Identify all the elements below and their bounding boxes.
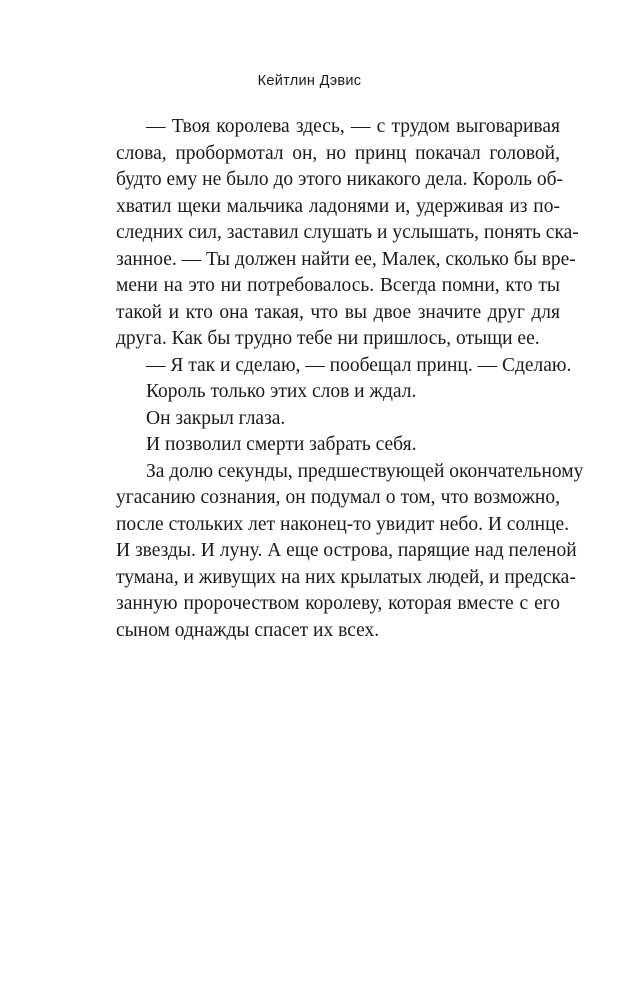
text-line: друга. Как бы трудно тебе ни пришлось, отыщи ее.	[116, 328, 540, 349]
text-line: Он закрыл глаза.	[146, 407, 286, 429]
text-line: хватил щеки мальчика ладонями и, удерживая из по-	[116, 195, 560, 217]
text-line: тумана, и живущих на них крылатых людей, и предска-	[116, 566, 576, 588]
running-head-author: Кейтлин Дэвис	[257, 73, 362, 89]
text-line: после стольких лет наконец-то увидит небо. И солнце.	[116, 513, 570, 535]
text-line: — Твоя королева здесь, — с трудом выговаривая	[146, 116, 560, 137]
text-line: — Я так и сделаю, — пообещал принц. — Сделаю.	[146, 354, 572, 376]
text-line: такой и кто она такая, что вы двое значите друг для	[116, 301, 560, 323]
text-line: угасанию сознания, он подумал о том, что возможно,	[116, 487, 560, 508]
body-text	[116, 114, 584, 644]
text-line: будто ему не было до этого никакого дела. Король об-	[116, 169, 564, 190]
text-line: И позволил смерти забрать себя.	[146, 434, 417, 455]
text-line: занное. — Ты должен найти ее, Малек, сколько бы вре-	[116, 248, 576, 270]
text-line: Король только этих слов и ждал.	[146, 381, 417, 402]
text-line: слова, пробормотал он, но принц покачал головой,	[116, 142, 560, 164]
text-line: И звезды. И луну. А еще острова, парящие над пеленой	[116, 540, 577, 561]
text-line: За долю секунды, предшествующей окончательному	[146, 460, 584, 482]
text-line: следних сил, заставил слушать и услышать, понять ска-	[116, 222, 579, 243]
text-line: мени на это ни потребовалось. Всегда помни, кто ты	[116, 275, 560, 296]
text-line: занную пророчеством королеву, которая вместе с его	[116, 593, 560, 614]
text-line: сыном однажды спасет их всех.	[116, 619, 380, 641]
